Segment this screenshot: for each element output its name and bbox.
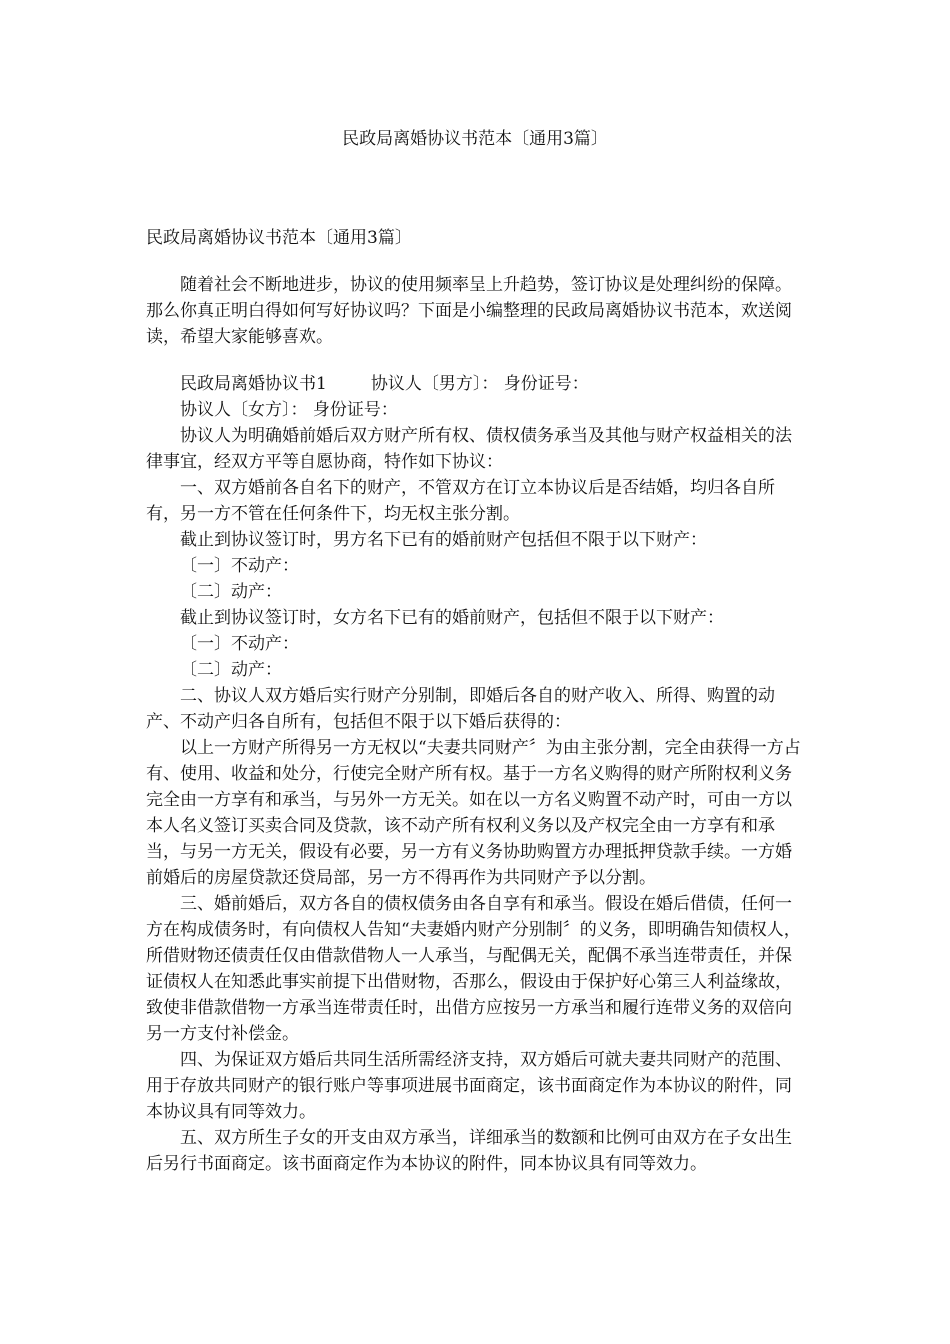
paragraph: 五、双方所生子女的开支由双方承当，详细承当的数额和比例可由双方在子女出生后另行书面商定。该书面商定作为本协议的附件，同本协议具有同等效力。 [146, 1128, 792, 1174]
paragraph: 四、为保证双方婚后共同生活所需经济支持，双方婚后可就夫妻共同财产的范围、用于存放共同财产的银行账户等事项进展书面商定，该书面商定作为本协议的附件，同本协议具有同等效力。 [146, 1050, 792, 1122]
document-subtitle: 民政局离婚协议书范本〔通用3篇〕 [146, 228, 412, 248]
paragraph: 三、婚前婚后，双方各自的债权债务由各自享有和承当。假设在婚后借债，任何一方在构成债务时，有向债权人告知“夫妻婚内财产分别制〞的义务，即明确告知债权人，所借财物还债责任仅由借款借物人一人承当，与配偶无关，配偶不承当连带责任，并保证债权人在知悉此事实前提下出借财物，否那么，假设由于保护好心第三人利益缘故，致使非借款借物一方承当连带责任时，出借方应按另一方承当和履行连带义务的双倍向另一方支付补偿金。 [146, 894, 801, 1044]
intro-paragraph: 随着社会不断地进步，协议的使用频率呈上升趋势，签订协议是处理纠纷的保障。那么你真正明白得如何写好协议吗？下面是小编整理的民政局离婚协议书范本，欢送阅读，希望大家能够喜欢。 [146, 275, 792, 347]
document-title: 民政局离婚协议书范本〔通用3篇〕 [342, 129, 608, 149]
party-female-line: 协议人〔女方〕： 身份证号： [180, 400, 398, 420]
paragraph: 〔二〕动产： [180, 582, 282, 602]
paragraph: 一、双方婚前各自名下的财产，不管双方在订立本协议后是否结婚，均归各自所有，另一方不管在任何条件下，均无权主张分割。 [146, 478, 775, 524]
paragraph: 截止到协议签订时，女方名下已有的婚前财产，包括但不限于以下财产： [180, 608, 724, 628]
party-male-line: 协议人〔男方〕： 身份证号： [370, 374, 589, 394]
paragraph: 〔一〕不动产： [180, 556, 299, 576]
paragraph: 二、协议人双方婚后实行财产分别制，即婚后各自的财产收入、所得、购置的动产、不动产归各自所有，包括但不限于以下婚后获得的： [146, 686, 775, 732]
paragraph: 〔二〕动产： [180, 660, 282, 680]
paragraph: 以上一方财产所得另一方无权以“夫妻共同财产〞为由主张分割，完全由获得一方占有、使用、收益和处分，行使完全财产所有权。基于一方名义购得的财产所附权利义务完全由一方享有和承当，与另外一方无关。如在以一方名义购置不动产时，可由一方以本人名义签订买卖合同及贷款，该不动产所有权利义务以及产权完全由一方享有和承当，与另一方无关，假设有必要，另一方有义务协助购置方办理抵押贷款手续。一方婚前婚后的房屋贷款还贷局部，另一方不得再作为共同财产予以分割。 [146, 738, 801, 888]
paragraph: 〔一〕不动产： [180, 634, 299, 654]
agreement-heading-line [146, 371, 806, 397]
document-body [146, 225, 806, 1177]
paragraph: 截止到协议签订时，男方名下已有的婚前财产包括但不限于以下财产： [180, 530, 707, 550]
paragraph: 协议人为明确婚前婚后双方财产所有权、债权债务承当及其他与财产权益相关的法律事宜，经双方平等自愿协商，特作如下协议： [146, 426, 792, 472]
agreement-heading: 民政局离婚协议书1 [180, 374, 327, 394]
